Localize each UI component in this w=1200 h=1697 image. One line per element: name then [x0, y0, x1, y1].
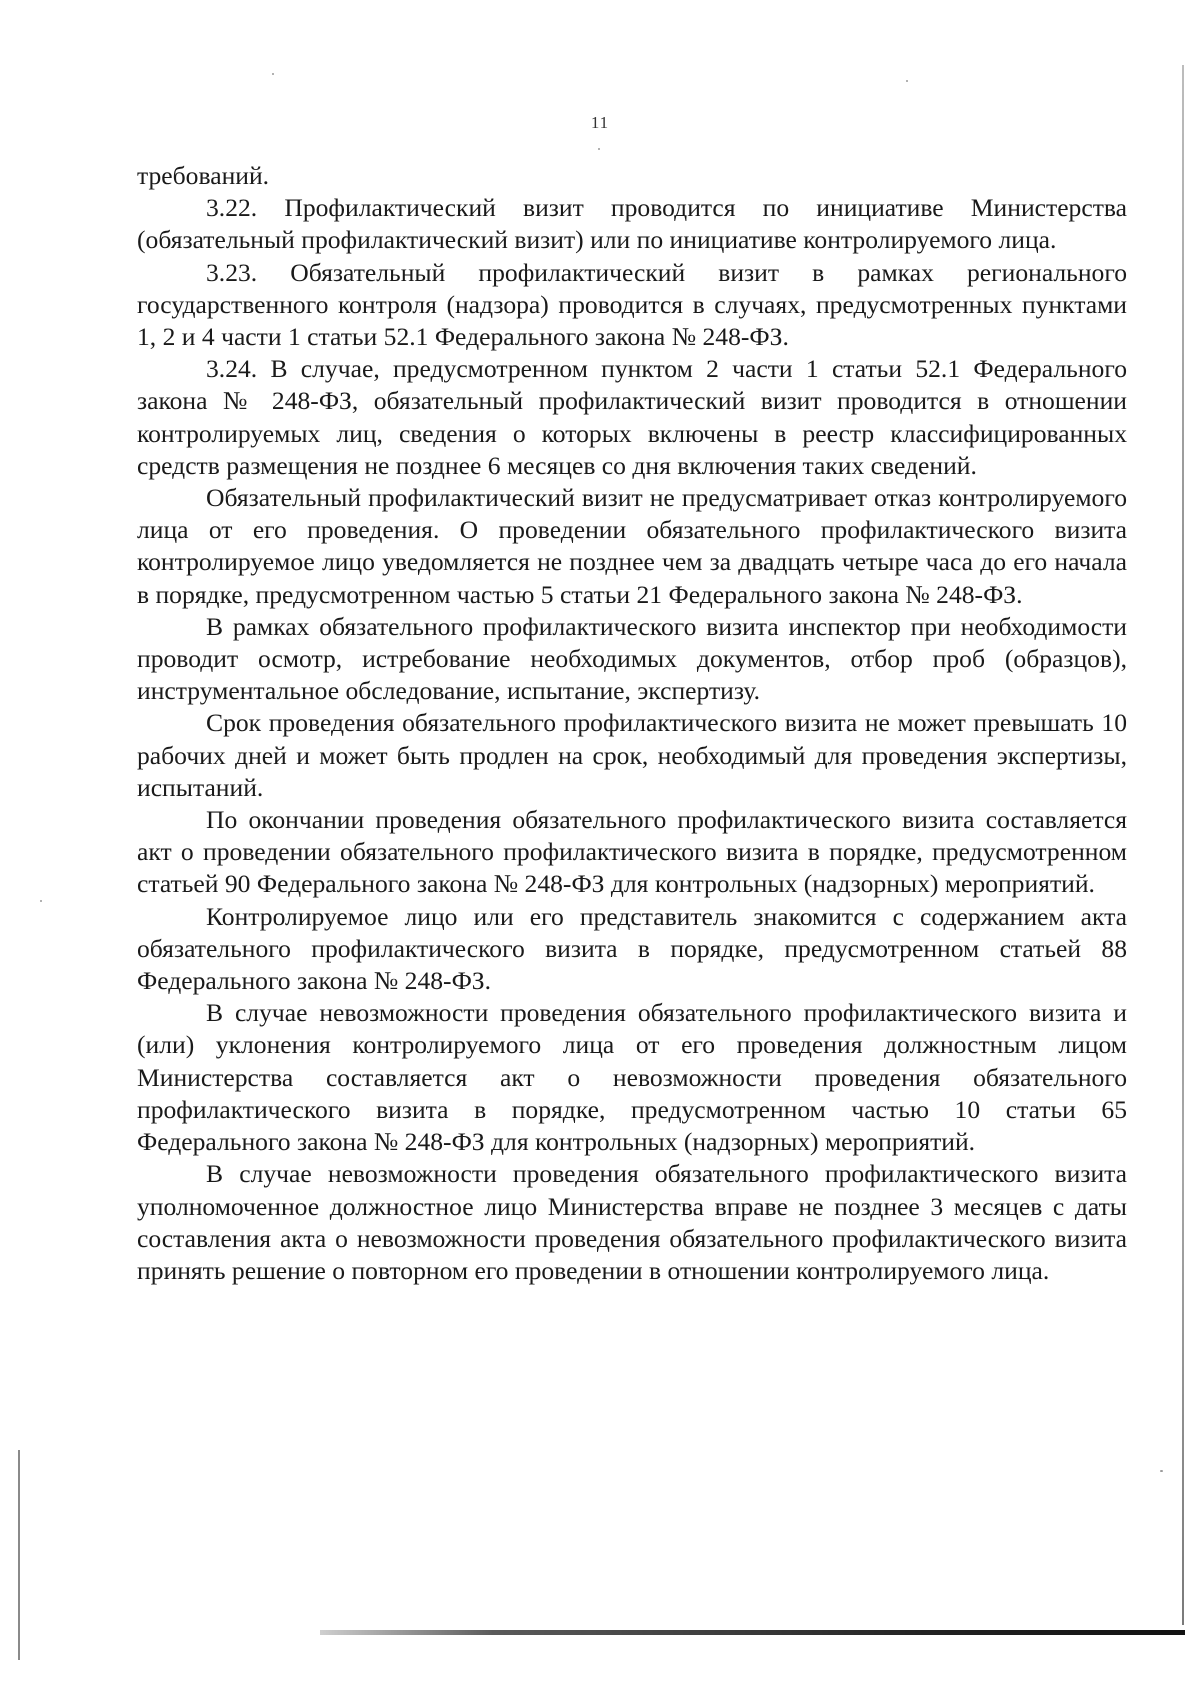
scan-speck: [40, 900, 42, 902]
paragraph-familiarization: Контролируемое лицо или его представитель знакомится с содержанием акта обязательного профилактического визита в порядке, предусмотренном статьей 88 Федерального закона № 248-ФЗ.: [137, 901, 1127, 996]
scan-bottom-edge: [320, 1630, 1185, 1635]
scan-speck: [1160, 1470, 1163, 1472]
scan-speck: [906, 80, 908, 82]
paragraph-act-drawn-up: По окончании проведения обязательного профилактического визита составляется акт о проведении обязательного профилактического визита в порядке, предусмотренном статьей 90 Федерального закона № 248-ФЗ для контрольных (надзорных) мероприятий.: [137, 805, 1127, 899]
paragraph-3-24: 3.24. В случае, предусмотренном пунктом 2 части 1 статьи 52.1 Федерального закона № 248-ФЗ, обязательный профилактический визит проводится в отношении контролируемых лиц, сведения о которых включены в реестр классифицированных средств размещения не позднее 6 месяцев со дня включения таких сведений.: [137, 354, 1127, 480]
paragraph-3-22: 3.22. Профилактический визит проводится по инициативе Министерства (обязательный профилактический визит) или по инициативе контролируемого лица.: [137, 193, 1127, 255]
scan-speck: [598, 148, 600, 150]
paragraph-no-refusal: Обязательный профилактический визит не предусматривает отказ контролируемого лица от его проведения. О проведении обязательного профилактического визита контролируемое лицо уведомляется не позднее чем за двадцать четыре часа до его начала в порядке, предусмотренном частью 5 статьи 21 Федерального закона № 248-ФЗ.: [137, 483, 1127, 609]
paragraph-duration: Срок проведения обязательного профилактического визита не может превышать 10 рабочих дней и может быть продлен на срок, необходимый для проведения экспертизы, испытаний.: [137, 708, 1127, 802]
paragraph-continuation: требований.: [137, 161, 270, 190]
paragraph-inspector-actions: В рамках обязательного профилактического визита инспектор при необходимости проводит осмотр, истребование необходимых документов, отбор проб (образцов), инструментальное обследование, испытание, экспертизу.: [137, 611, 1127, 706]
scan-edge-right: [1182, 65, 1184, 1625]
document-body: [137, 160, 1127, 1287]
paragraph-impossibility-act: В случае невозможности проведения обязательного профилактического визита и (или) уклонения контролируемого лица от его проведения должностным лицом Министерства составляется акт о невозможности проведения обязательного профилактического визита в порядке, предусмотренном частью 10 статьи 65 Федерального закона № 248-ФЗ для контрольных (надзорных) мероприятий.: [137, 998, 1127, 1157]
paragraph-repeat-visit: В случае невозможности проведения обязательного профилактического визита уполномоченное должностное лицо Министерства вправе не позднее 3 месяцев с даты составления акта о невозможности проведения обязательного профилактического визита принять решение о повторном его проведении в отношении контролируемого лица.: [137, 1159, 1127, 1285]
scan-speck: [272, 73, 274, 75]
paragraph-3-23: 3.23. Обязательный профилактический визит в рамках регионального государственного контроля (надзора) проводится в случаях, предусмотренных пунктами 1, 2 и 4 части 1 статьи 52.1 Федерального закона № 248-ФЗ.: [137, 257, 1127, 352]
scan-edge-left: [18, 1450, 20, 1660]
page-number: 11: [590, 113, 610, 132]
